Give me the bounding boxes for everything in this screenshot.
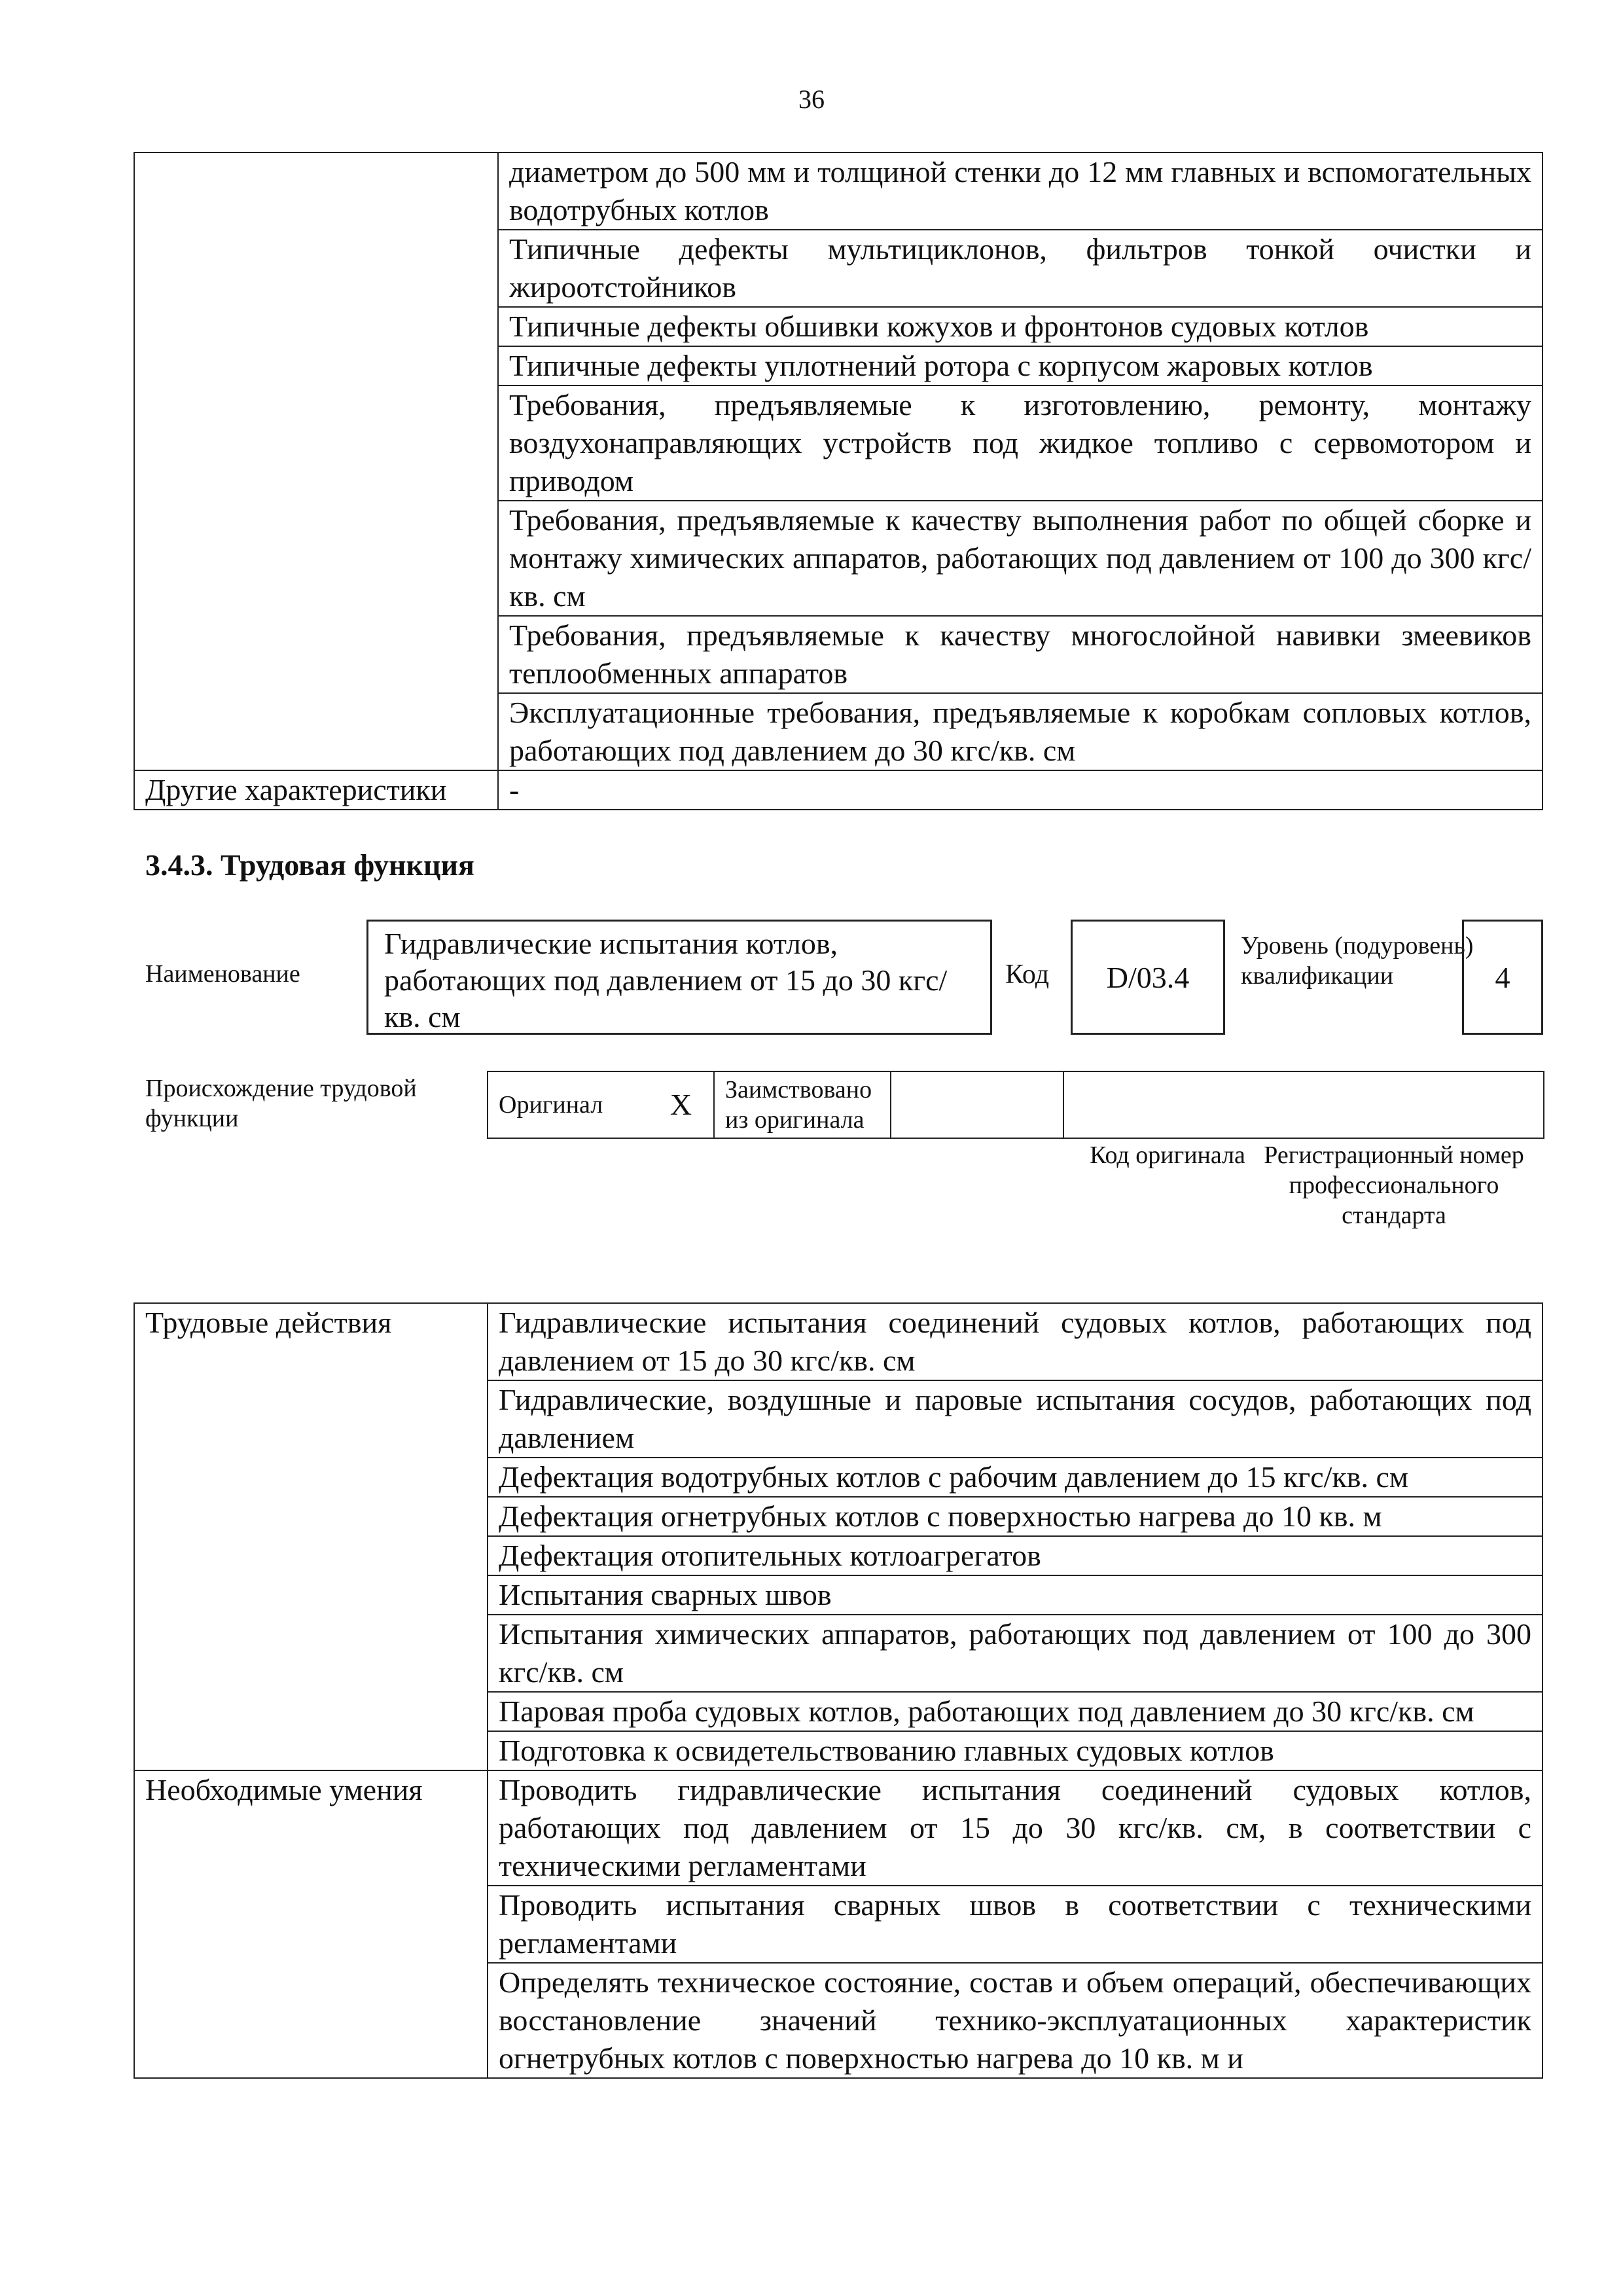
row-item: Дефектация отопительных котлоагрегатов: [488, 1536, 1543, 1575]
function-table: [134, 1302, 1543, 2079]
table-row: [134, 152, 1543, 230]
table-row: [134, 770, 1543, 810]
origin-mark-cell: X: [649, 1071, 714, 1138]
row-item: Паровая проба судовых котлов, работающих под давлением до 30 кгс/кв. см: [488, 1692, 1543, 1731]
row-item: Типичные дефекты уплотнений ротора с корпусом жаровых котлов: [498, 346, 1543, 386]
reg-number-caption: Регистрационный номер профессионального стандарта: [1264, 1141, 1524, 1229]
row-item: Испытания химических аппаратов, работающих под давлением от 100 до 300 кгс/кв. см: [488, 1615, 1543, 1692]
origin-code-cell: [891, 1071, 1063, 1138]
row-item: Дефектация огнетрубных котлов с поверхностью нагрева до 10 кв. м: [488, 1497, 1543, 1536]
origin-label: Происхождение трудовой функции: [145, 1075, 417, 1132]
function-name-box: Гидравлические испытания котлов, работающих под давлением от 15 до 30 кгс/кв. см: [366, 920, 992, 1035]
row-item: Проводить испытания сварных швов в соответствии с техническими регламентами: [488, 1886, 1543, 1963]
origin-reg-cell: [1063, 1071, 1544, 1138]
table-row: [134, 1770, 1543, 1886]
row-item: Дефектация водотрубных котлов с рабочим давлением до 15 кгс/кв. см: [488, 1458, 1543, 1497]
origin-borrowed-cell: Заимствовано из оригинала: [714, 1071, 891, 1138]
row-item: Эксплуатационные требования, предъявляемые к коробкам сопловых котлов, работающих под давлением до 30 кгс/кв. см: [498, 693, 1543, 770]
row-item: Подготовка к освидетельствованию главных судовых котлов: [488, 1731, 1543, 1770]
table-row: [134, 1303, 1543, 1380]
code-label: Код: [1005, 960, 1050, 990]
row-item: Требования, предъявляемые к изготовлению, ремонту, монтажу воздухонаправляющих устройств под жидкое топливо с сервомотором и приводом: [498, 386, 1543, 501]
code-value-box: D/03.4: [1071, 920, 1225, 1035]
row-label: Необходимые умения: [134, 1770, 488, 2078]
section-heading: 3.4.3. Трудовая функция: [145, 848, 474, 882]
row-item: Испытания сварных швов: [488, 1575, 1543, 1615]
row-item: Требования, предъявляемые к качеству многослойной навивки змеевиков теплообменных аппаратов: [498, 616, 1543, 693]
row-item: Типичные дефекты обшивки кожухов и фронтонов судовых котлов: [498, 307, 1543, 346]
row-label: Другие характеристики: [134, 770, 498, 810]
row-item: -: [498, 770, 1543, 810]
continued-table: [134, 152, 1543, 810]
row-item: Типичные дефекты мультициклонов, фильтров тонкой очистки и жироотстойников: [498, 230, 1543, 307]
level-label: Уровень (подуровень) квалификации: [1241, 932, 1474, 990]
row-label: Трудовые действия: [134, 1303, 488, 1770]
row-item: Требования, предъявляемые к качеству выполнения работ по общей сборке и монтажу химических аппаратов, работающих под давлением от 100 до 300 кгс/кв. см: [498, 501, 1543, 616]
row-label: [134, 152, 498, 770]
origin-table: [487, 1071, 1544, 1139]
row-item: диаметром до 500 мм и толщиной стенки до 12 мм главных и вспомогательных водотрубных котлов: [498, 152, 1543, 230]
level-value-box: 4: [1462, 920, 1543, 1035]
row-item: Гидравлические испытания соединений судовых котлов, работающих под давлением от 15 до 30 кгс/кв. см: [488, 1303, 1543, 1380]
name-label: Наименование: [145, 960, 300, 988]
row-item: Гидравлические, воздушные и паровые испытания сосудов, работающих под давлением: [488, 1380, 1543, 1458]
row-item: Проводить гидравлические испытания соединений судовых котлов, работающих под давлением от 15 до 30 кгс/кв. см, в соответствии с техническими регламентами: [488, 1770, 1543, 1886]
code-original-caption: Код оригинала: [1090, 1141, 1245, 1169]
page-number: 36: [798, 84, 825, 114]
row-item: Определять техническое состояние, состав и объем операций, обеспечивающих восстановление значений технико-эксплуатационных характеристик огнетрубных котлов с поверхностью нагрева до 10 кв. м и: [488, 1963, 1543, 2078]
origin-original-cell: Оригинал: [488, 1071, 649, 1138]
